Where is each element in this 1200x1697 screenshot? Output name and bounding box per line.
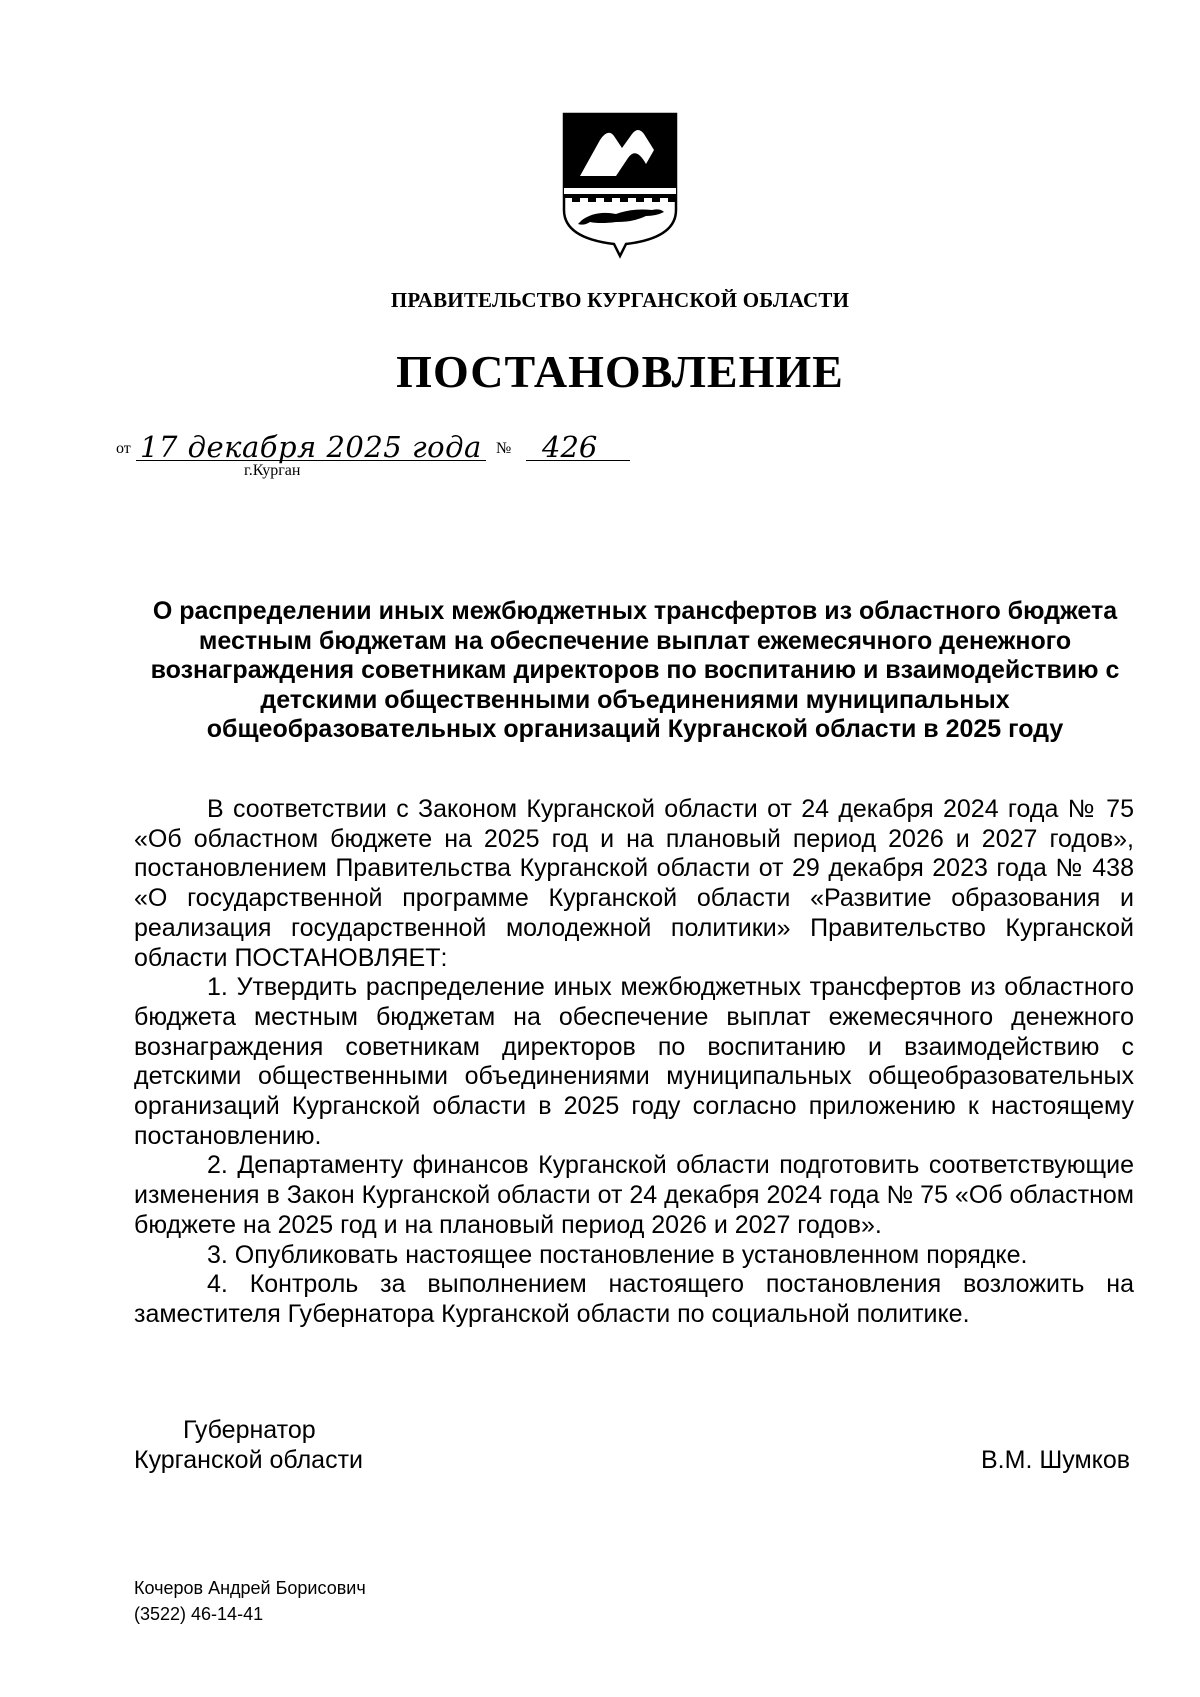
executor-name: Кочеров Андрей Борисович — [134, 1578, 366, 1598]
signatory-position-line2: Курганской области — [134, 1446, 364, 1474]
clause-2-paragraph: 2. Департаменту финансов Курганской области подготовить соответствующие изменения в Закон Курганской области от 24 декабря 2024 года № 75 «Об областном бюджете на 2025 год и на плановый период 2026 и 2027 годов». — [134, 1151, 1134, 1239]
title-line: общеобразовательных организаций Курганской области в 2025 году — [206, 715, 1064, 743]
executor-info — [134, 1575, 366, 1627]
number-underline — [526, 460, 630, 461]
signatory-name: В.М. Шумков — [981, 1446, 1131, 1474]
title-line: вознаграждения советникам директоров по воспитанию и взаимодействию с — [150, 656, 1120, 684]
coat-of-arms-icon — [556, 110, 684, 260]
number-label: № — [496, 440, 512, 457]
clause-1-paragraph: 1. Утвердить распределение иных межбюджетных трансфертов из областного бюджета местным бюджетам на обеспечение выплат ежемесячного денежного вознаграждения советникам директоров по воспитанию и взаимодействию с детскими общественными объединениями муниципальных общеобразовательных организаций Курганской области в 2025 году согласно приложению к настоящему постановлению. — [134, 973, 1134, 1150]
preamble-paragraph: В соответствии с Законом Курганской области от 24 декабря 2024 года № 75 «Об областном бюджете на 2025 год и на плановый период 2026 и 2027 годов», постановлением Правительства Курганской области от 29 декабря 2023 года № 438 «О государственной программе Курганской области «Развитие образования и реализация государственной молодежной политики» Правительство Курганской области ПОСТАНОВЛЯЕТ: — [134, 795, 1134, 972]
document-body — [134, 795, 1134, 1330]
document-dateline — [112, 428, 632, 498]
organization-name: ПРАВИТЕЛЬСТВО КУРГАНСКОЙ ОБЛАСТИ — [390, 288, 850, 312]
document-type: ПОСТАНОВЛЕНИЕ — [396, 346, 844, 397]
title-line: местным бюджетам на обеспечение выплат ежемесячного денежного — [198, 626, 1072, 655]
clause-3-paragraph: 3. Опубликовать настоящее постановление в установленном порядке. — [207, 1240, 1028, 1269]
signatory-position-line1: Губернатор — [183, 1416, 316, 1444]
date-prefix: от — [116, 440, 131, 457]
handwritten-number: 426 — [542, 430, 598, 464]
executor-phone: (3522) 46-14-41 — [134, 1604, 264, 1624]
title-line: О распределении иных межбюджетных трансфертов из областного бюджета — [152, 597, 1118, 625]
clause-4-paragraph: 4. Контроль за выполнением настоящего постановления возложить на заместителя Губернатора Курганской области по социальной политике. — [134, 1270, 1134, 1328]
document-title — [130, 597, 1140, 745]
city-name: г.Курган — [244, 462, 301, 479]
title-line: детскими общественными объединениями муниципальных — [260, 685, 1010, 714]
date-underline — [136, 460, 486, 461]
handwritten-date: 17 декабря 2025 года — [140, 430, 482, 464]
